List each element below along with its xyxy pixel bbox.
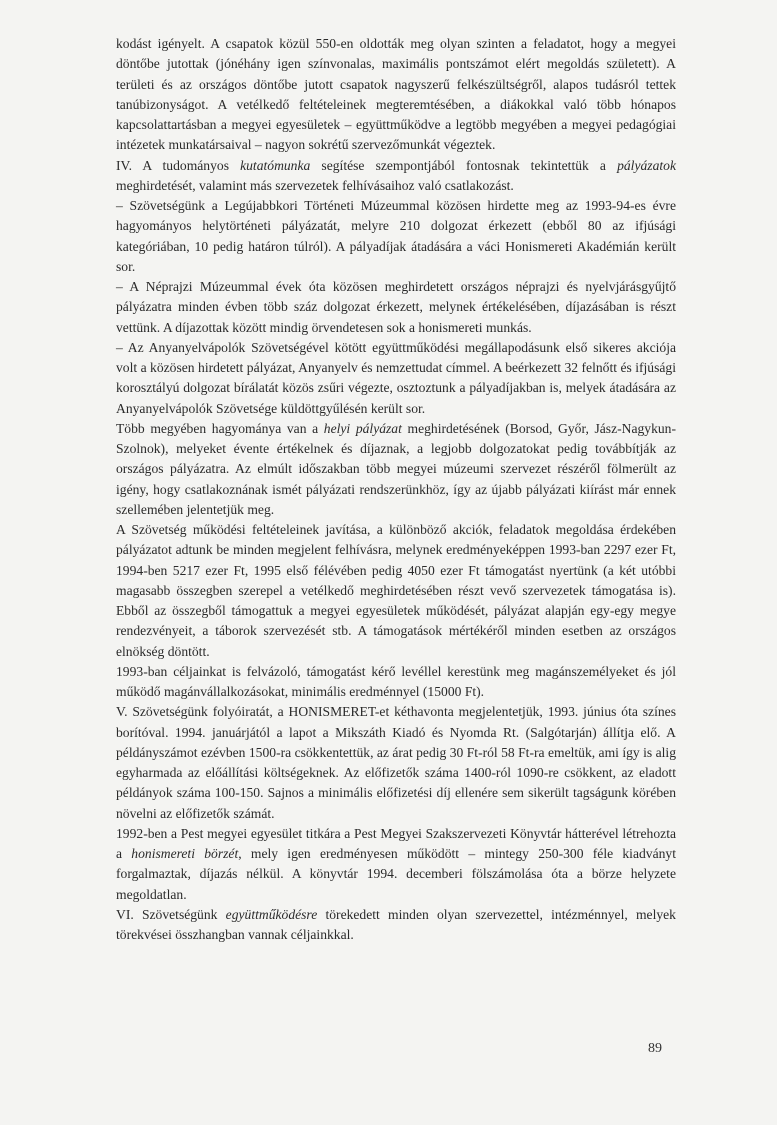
paragraph bbox=[116, 156, 676, 197]
text-run: , mely igen eredményesen működött – mintegy 250-300 féle kiadványt forgalmaztak, díjazás nélkül. A könyvtár 1994. decemberi fölszámolása óta a börze helyzete megoldatlan. bbox=[116, 846, 676, 902]
text-run: segítése szempontjából fontosnak tekintettük a bbox=[310, 157, 618, 173]
paragraph bbox=[116, 196, 676, 277]
paragraph bbox=[116, 662, 676, 703]
text-run: kodást igényelt. A csapatok közül 550-en oldották meg olyan szinten a feladatot, hogy a megyei döntőbe jutottak (jónéhány igen színvonalas, maximális pontszámot elért megoldás született). A területi és az országos döntőbe jutott csapatok nagyszerű felkészültségről, alapos tudásról tettek tanúbizonyságot. A vetélkedő feltételeinek megteremtésében, a diákokkal való több hónapos kapcsolattartásban a megyei egyesületek – együttműködve a legtöbb megyében a megyei pedagógiai intézetek munkatársaival – nagyon sokrétű szervezőmunkát végeztek. bbox=[116, 36, 676, 153]
paragraph bbox=[116, 905, 676, 946]
text-run: A Szövetség működési feltételeinek javítása, a különböző akciók, feladatok megoldása érdekében pályázatot adtunk be minden megjelent felhívásra, melynek eredményeképpen 1993-ban 2297 ezer Ft, 1994-ben 5217 ezer Ft, 1995 első félévében pedig 4050 ezer Ft támogatást nyertünk (a két utóbbi magasabb összegben szerepel a vetélkedő meghirdetésében részt vevő szervezetek támogatása is). Ebből az összegből támogattuk a megyei egyesületek működését, pályázat alapján egy-egy megye rendezvényeit, a táborok szervezését stb. A támogatások mértékéről minden esetben az országos elnökség döntött. bbox=[116, 522, 676, 659]
text-run: VI. Szövetségünk bbox=[116, 906, 226, 922]
text-run: 1992-ben a Pest megyei egyesület titkára a Pest Megyei Szakszervezeti Könyvtár hátterével létrehozta a bbox=[116, 825, 676, 861]
text-run: IV. A tudományos bbox=[116, 157, 241, 173]
paragraph bbox=[116, 338, 676, 419]
emphasis-text: kutatómunka bbox=[240, 157, 311, 173]
paragraph bbox=[116, 277, 676, 338]
text-run: – Az Anyanyelvápolók Szövetségével kötött együttműködési megállapodásunk első sikeres akciója volt a közösen hirdetett pályázat, Anyanyelv és nemzettudat címmel. A beérkezett 32 felnőtt és ifjúsági korosztályú dolgozat bírálatát közös zsűri végezte, osztoztunk a pályadíjakban is, melyek átadására az Anyanyelvápolók Szövetsége küldöttgyűlésén került sor. bbox=[116, 339, 676, 416]
text-run: – Szövetségünk a Legújabbkori Történeti Múzeummal közösen hirdette meg az 1993-94-es évre hagyományos helytörténeti pályázatát, melyre 210 dolgozat érkezett (ebből 80 az ifjúsági kategóriában, 10 pedig határon túlról). A pályadíjak átadására a váci Honismereti Akadémián került sor. bbox=[116, 198, 676, 274]
page-body bbox=[116, 34, 676, 945]
emphasis-text: helyi pályázat bbox=[323, 420, 402, 436]
text-run: Több megyében hagyománya van a bbox=[116, 420, 324, 436]
paragraph bbox=[116, 419, 676, 520]
paragraph bbox=[116, 520, 676, 662]
paragraph bbox=[116, 34, 676, 156]
paragraph bbox=[116, 824, 676, 905]
emphasis-text: együttműködésre bbox=[225, 906, 318, 922]
text-run: törekedett minden olyan szervezettel, intézménnyel, melyek törekvései összhangban vannak céljainkkal. bbox=[116, 906, 676, 942]
text-run: 1993-ban céljainkat is felvázoló, támogatást kérő levéllel kerestünk meg magánszemélyeket és jól működő magánvállalkozásokat, minimális eredménnyel (15000 Ft). bbox=[116, 663, 676, 699]
text-run: meghirdetését, valamint más szervezetek felhívásaihoz való csatlakozást. bbox=[116, 177, 514, 193]
emphasis-text: pályázatok bbox=[617, 157, 676, 173]
page-number: 89 bbox=[648, 1041, 662, 1056]
text-run: V. Szövetségünk folyóiratát, a HONISMERET-et kéthavonta megjelentetjük, 1993. június óta színes borítóval. 1994. januárjától a lapot a Mikszáth Kiadó és Nyomda Rt. (Salgótarján) állítja elő. A példányszámot ezévben 1500-ra csökkentettük, az árat pedig 30 Ft-ról 58 Ft-ra emeltük, ami így is alig egyharmada az előállítási költségeknek. Az előfizetők száma 1400-ról 1090-re csökkent, az eladott példányok száma 100-150. Sajnos a minimális előfizetési díj ellenére sem sikerült tagságunk körében növelni az előfizetők számát. bbox=[116, 704, 676, 821]
paragraph bbox=[116, 702, 676, 824]
emphasis-text: honismereti börzét bbox=[131, 846, 239, 861]
text-run: – A Néprajzi Múzeummal évek óta közösen meghirdetett országos néprajzi és nyelvjárásgyűjtő pályázatra minden évben több száz dolgozat érkezett, melynek értékelésében, díjazásában is részt vettünk. A díjazottak között mindig örvendetesen sok a honismereti munkás. bbox=[116, 279, 676, 335]
text-run: meghirdetésének (Borsod, Győr, Jász-Nagykun-Szolnok), melyeket évente értékelnek és díjaznak, a legjobb dolgozatokat pedig továbbítják az országos pályázatra. Az elmúlt időszakban több megyei múzeumi szervezet részéről fölmerült az igény, hogy csatlakoznának ismét pályázati rendszerünkhöz, így az újabb pályázati kiírást már ennek szellemében jelentetjük meg. bbox=[116, 420, 676, 517]
